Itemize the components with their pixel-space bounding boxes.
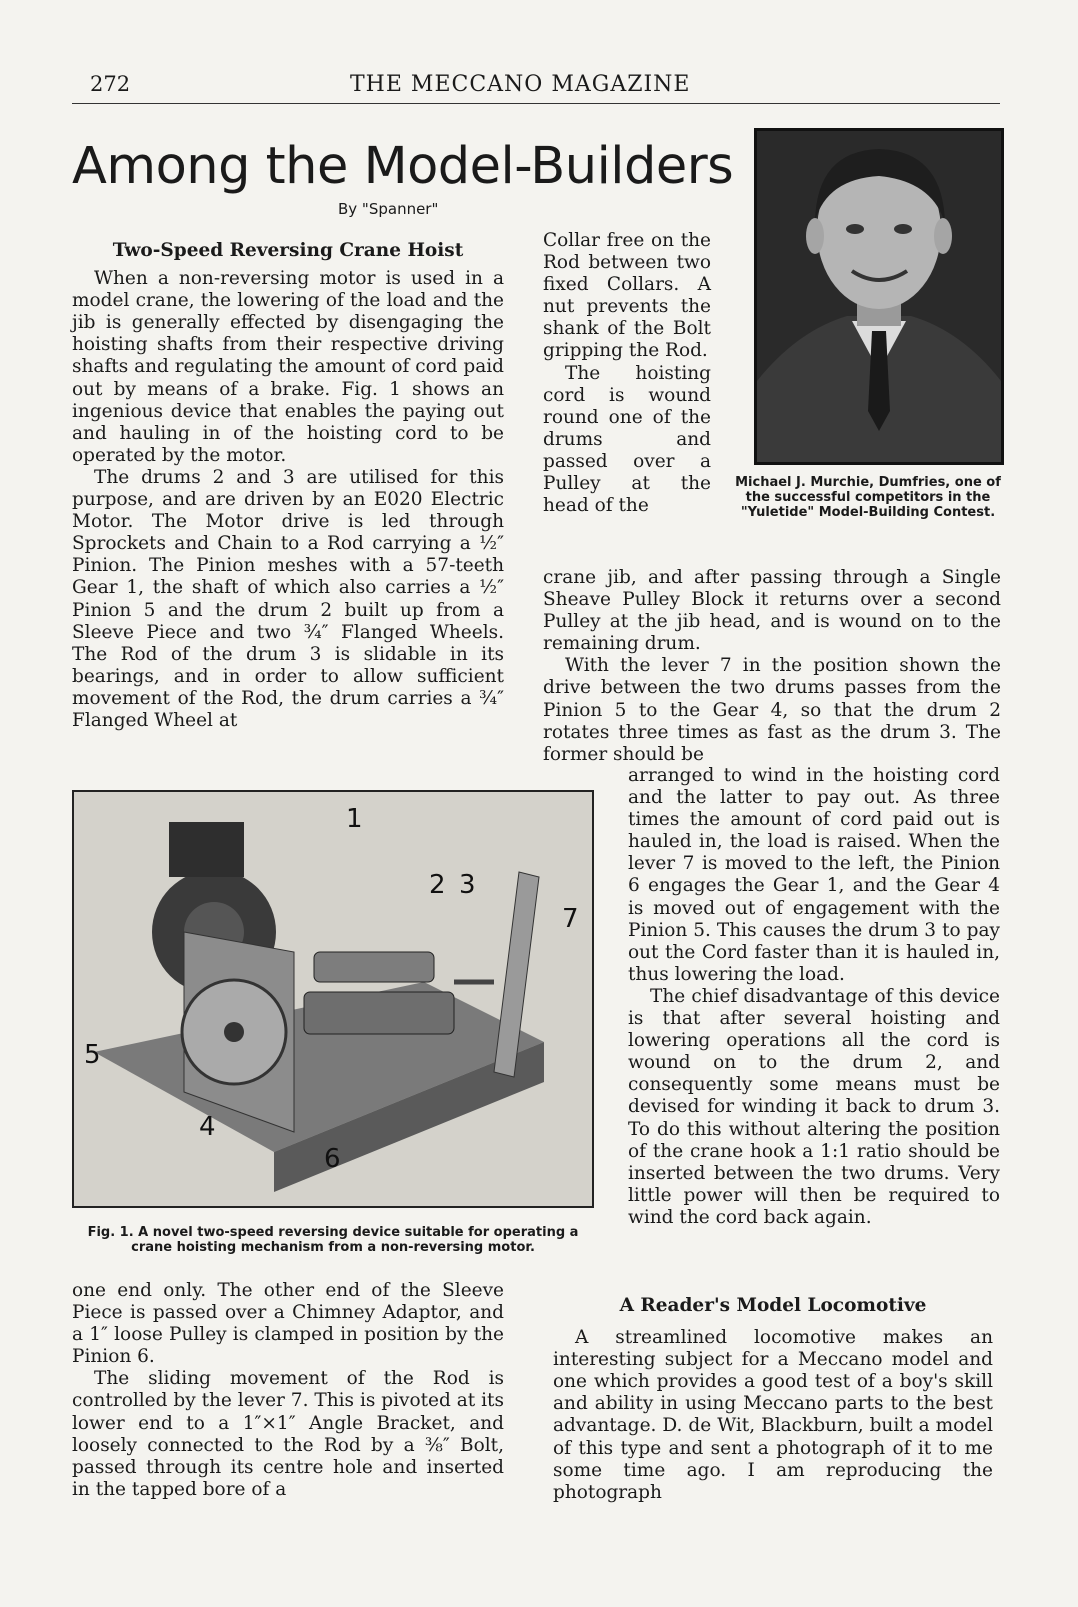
figure-1-photo: [72, 790, 594, 1208]
left-column-top: [72, 240, 504, 732]
article-title: Among the Model-Builders: [72, 137, 734, 196]
paragraph: arranged to wind in the hoisting cord and the latter to pay out. As three times the amount of cord paid out is hauled in, the load is raised. When the lever 7 is moved to the left, the Pinion 6 engages the Gear 1, and the Gear 4 is moved out of engagement with the Pinion 5. This causes the drum 3 to pay out the Cord faster than it is hauled in, thus lowering the load.: [628, 765, 1000, 985]
figure-label: 1: [346, 804, 363, 834]
header-rule: [72, 103, 1000, 104]
paragraph: crane jib, and after passing through a Single Sheave Pulley Block it returns over a second Pulley at the jib head, and is wound on to the remaining drum.: [543, 567, 1001, 655]
figure-label: 4: [199, 1112, 216, 1142]
right-column-bottom: [553, 1295, 993, 1504]
paragraph: The chief disadvantage of this device is that after several hoisting and lowering operations all the cord is wound on to the drum 2, and consequently some means must be devised for winding it back to drum 3. To do this without altering the position of the crane hook a 1:1 ratio should be inserted between the two drums. Very little power will then be required to wind the cord back again.: [628, 985, 1000, 1228]
byline: By "Spanner": [338, 200, 439, 218]
paragraph: When a non-reversing motor is used in a model crane, the lowering of the load and the jib is generally effected by disengaging the hoisting shafts from their respective driving shafts and regulating the amount of cord paid out by means of a brake. Fig. 1 shows an ingenious device that enables the paying out and hauling in of the hoisting cord to be operated by the motor.: [72, 268, 504, 466]
paragraph: The drums 2 and 3 are utilised for this purpose, and are driven by an E020 Electric Motor. The Motor drive is led through Sprockets and Chain to a Rod carrying a ½″ Pinion. The Pinion meshes with a 57-teeth Gear 1, the shaft of which also carries a ½″ Pinion 5 and the drum 2 built up from a Sleeve Piece and two ¾″ Flanged Wheels. The Rod of the drum 3 is slidable in its bearings, and in order to allow sufficient movement of the Rod, the drum carries a ¾″ Flanged Wheel at: [72, 466, 504, 731]
portrait-caption: Michael J. Murchie, Dumfries, one of the successful competitors in the "Yuletide" Model-Building Contest.: [735, 475, 1001, 520]
figure-label: 2: [429, 870, 446, 900]
left-column-bottom: [72, 1280, 504, 1501]
middle-column-narrow: [543, 230, 711, 517]
paragraph: With the lever 7 in the position shown the drive between the two drums passes from the Pinion 5 to the Gear 4, so that the drum 2 rotates three times as fast as the drum 3. The former should be: [543, 655, 1001, 765]
portrait-image: [757, 131, 1001, 462]
figure-caption: Fig. 1. A novel two-speed reversing device suitable for operating a crane hoisting mechanism from a non-reversing motor.: [87, 1225, 579, 1255]
middle-column-wide: [543, 567, 1001, 766]
paragraph: Collar free on the Rod between two fixed Collars. A nut prevents the shank of the Bolt gripping the Rod.: [543, 230, 711, 362]
section-heading-locomotive: A Reader's Model Locomotive: [619, 1295, 927, 1316]
paragraph: The hoisting cord is wound round one of the drums and passed over a Pulley at the head of the: [543, 362, 711, 517]
right-column-narrow: [628, 765, 1000, 1229]
figure-label: 5: [84, 1040, 101, 1070]
page-number: 272: [90, 72, 131, 96]
figure-label: 6: [324, 1144, 341, 1174]
figure-label: 3: [459, 870, 476, 900]
paragraph: A streamlined locomotive makes an interesting subject for a Meccano model and one which provides a good test of a boy's skill and ability in using Meccano parts to the best advantage. D. de Wit, Blackburn, built a model of this type and sent a photograph of it to me some time ago. I am reproducing the photograph: [553, 1327, 993, 1503]
portrait-photo: [754, 128, 1004, 465]
figure-label: 7: [562, 904, 579, 934]
running-header: THE MECCANO MAGAZINE: [350, 72, 691, 97]
section-heading-crane: Two-Speed Reversing Crane Hoist: [112, 240, 464, 261]
paragraph: The sliding movement of the Rod is controlled by the lever 7. This is pivoted at its lower end to a 1″×1″ Angle Bracket, and loosely connected to the Rod by a ⅜″ Bolt, passed through its centre hole and inserted in the tapped bore of a: [72, 1368, 504, 1500]
paragraph: one end only. The other end of the Sleeve Piece is passed over a Chimney Adaptor, and a 1″ loose Pulley is clamped in position by the Pinion 6.: [72, 1280, 504, 1368]
